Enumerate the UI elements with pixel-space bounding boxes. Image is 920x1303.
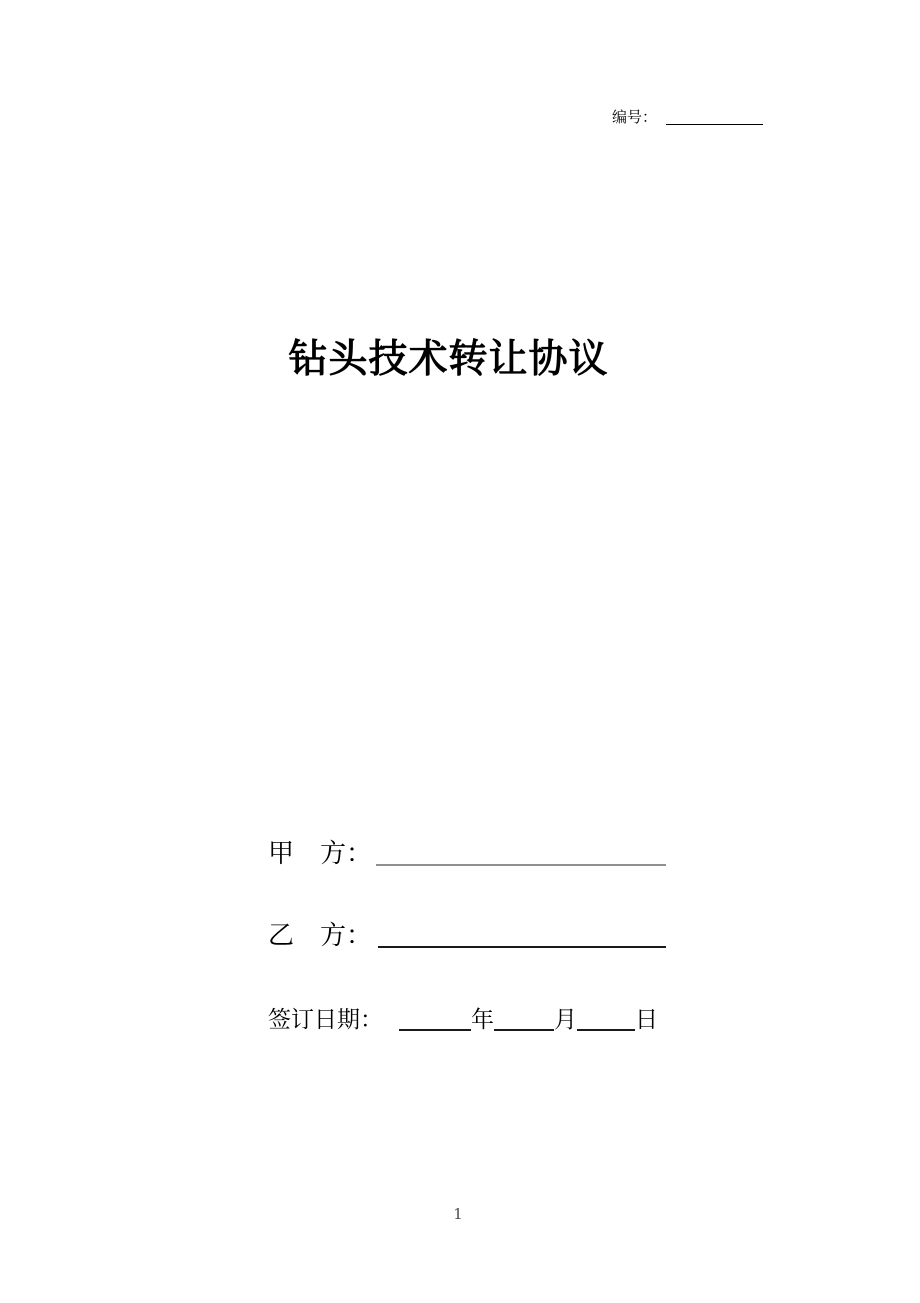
- month-label: 月: [554, 1007, 577, 1033]
- year-label: 年: [471, 1007, 494, 1033]
- signing-date-month-blank-field[interactable]: [494, 1029, 554, 1031]
- document-number-blank-field[interactable]: [666, 124, 763, 125]
- party-b-label: 乙 方：: [268, 921, 373, 951]
- day-label: 日: [635, 1007, 658, 1033]
- signing-date-row: [268, 1004, 658, 1036]
- signing-date-year-blank-field[interactable]: [399, 1029, 471, 1031]
- document-number-label: 编号：: [612, 108, 658, 126]
- page-number: 1: [453, 1205, 463, 1223]
- party-a-blank-field[interactable]: [376, 864, 666, 866]
- party-b-row: [268, 920, 666, 952]
- party-a-row: [268, 838, 666, 870]
- party-b-blank-field[interactable]: [378, 946, 666, 948]
- document-title: 钻头技术转让协议: [288, 336, 609, 382]
- document-number-row: [612, 106, 763, 128]
- signing-date-day-blank-field[interactable]: [577, 1029, 635, 1031]
- party-a-label: 甲 方：: [268, 839, 373, 869]
- signing-date-label: 签订日期：: [268, 1007, 383, 1033]
